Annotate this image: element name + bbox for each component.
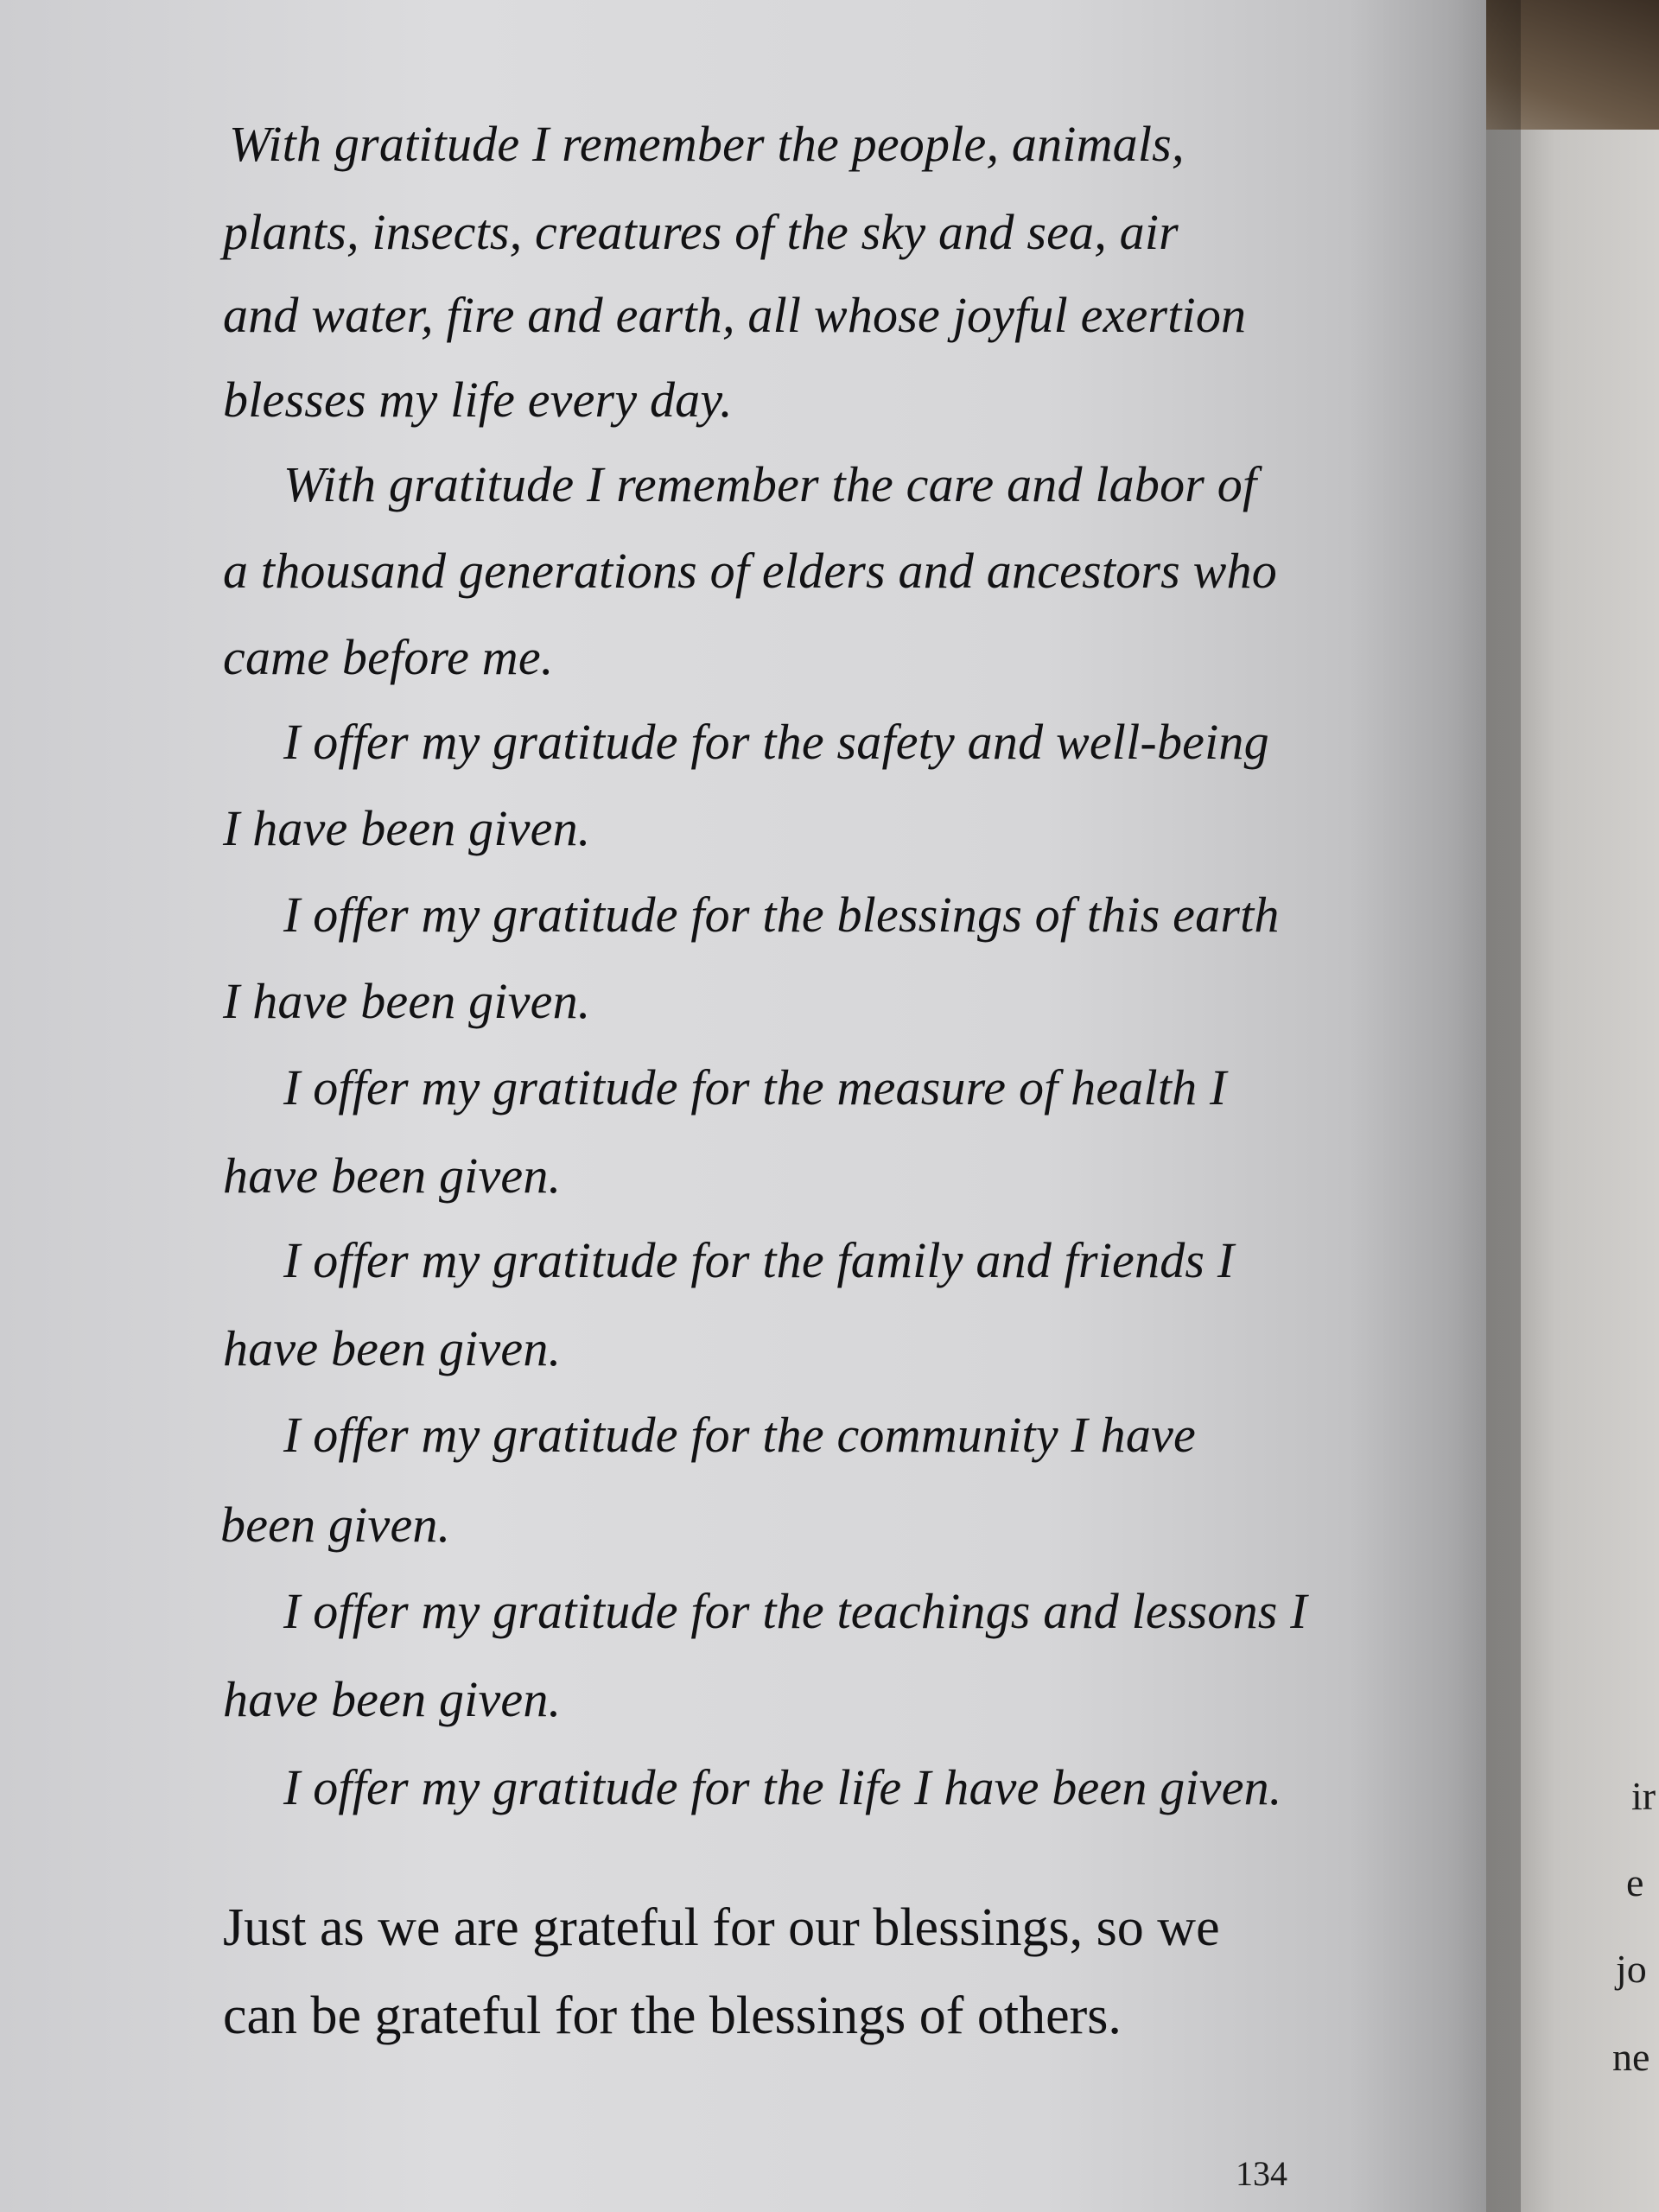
- verse-line: have been given.: [223, 1320, 562, 1376]
- verse-line: I offer my gratitude for the measure of health I: [283, 1059, 1227, 1116]
- verse-line: I have been given.: [223, 800, 591, 856]
- verse-line: I offer my gratitude for the life I have been given.: [283, 1759, 1282, 1815]
- verse-line: With gratitude I remember the people, animals,: [229, 116, 1185, 172]
- next-page-fragment: ir: [1631, 1774, 1656, 1818]
- verse-line: and water, fire and earth, all whose joyful exertion: [223, 287, 1247, 343]
- verse-line: I offer my gratitude for the safety and well-being: [283, 714, 1269, 770]
- verse-line: came before me.: [223, 629, 554, 685]
- next-page: [1486, 130, 1659, 2212]
- closing-line: can be grateful for the blessings of others.: [223, 1986, 1122, 2045]
- next-page-fragment: jo: [1616, 1947, 1647, 1991]
- verse-line: have been given.: [223, 1147, 562, 1204]
- verse-line: plants, insects, creatures of the sky and sea, air: [223, 204, 1179, 260]
- verse-line: I offer my gratitude for the blessings of this earth: [283, 887, 1280, 943]
- verse-line: have been given.: [223, 1671, 562, 1727]
- next-page-fragment: e: [1626, 1860, 1644, 1904]
- verse-line: been given.: [220, 1497, 451, 1553]
- verse-line: I offer my gratitude for the teachings and lessons I: [283, 1583, 1307, 1639]
- verse-line: a thousand generations of elders and ancestors who: [223, 543, 1277, 599]
- verse-line: I offer my gratitude for the family and friends I: [283, 1232, 1235, 1288]
- verse-line: blesses my life every day.: [223, 372, 733, 428]
- verse-line: I offer my gratitude for the community I have: [283, 1407, 1196, 1463]
- page-number: 134: [1236, 2154, 1287, 2193]
- closing-line: Just as we are grateful for our blessings, so we: [223, 1898, 1220, 1957]
- verse-line: With gratitude I remember the care and labor of: [283, 456, 1257, 512]
- verse-line: I have been given.: [223, 973, 591, 1029]
- next-page-fragment: ne: [1612, 2035, 1650, 2079]
